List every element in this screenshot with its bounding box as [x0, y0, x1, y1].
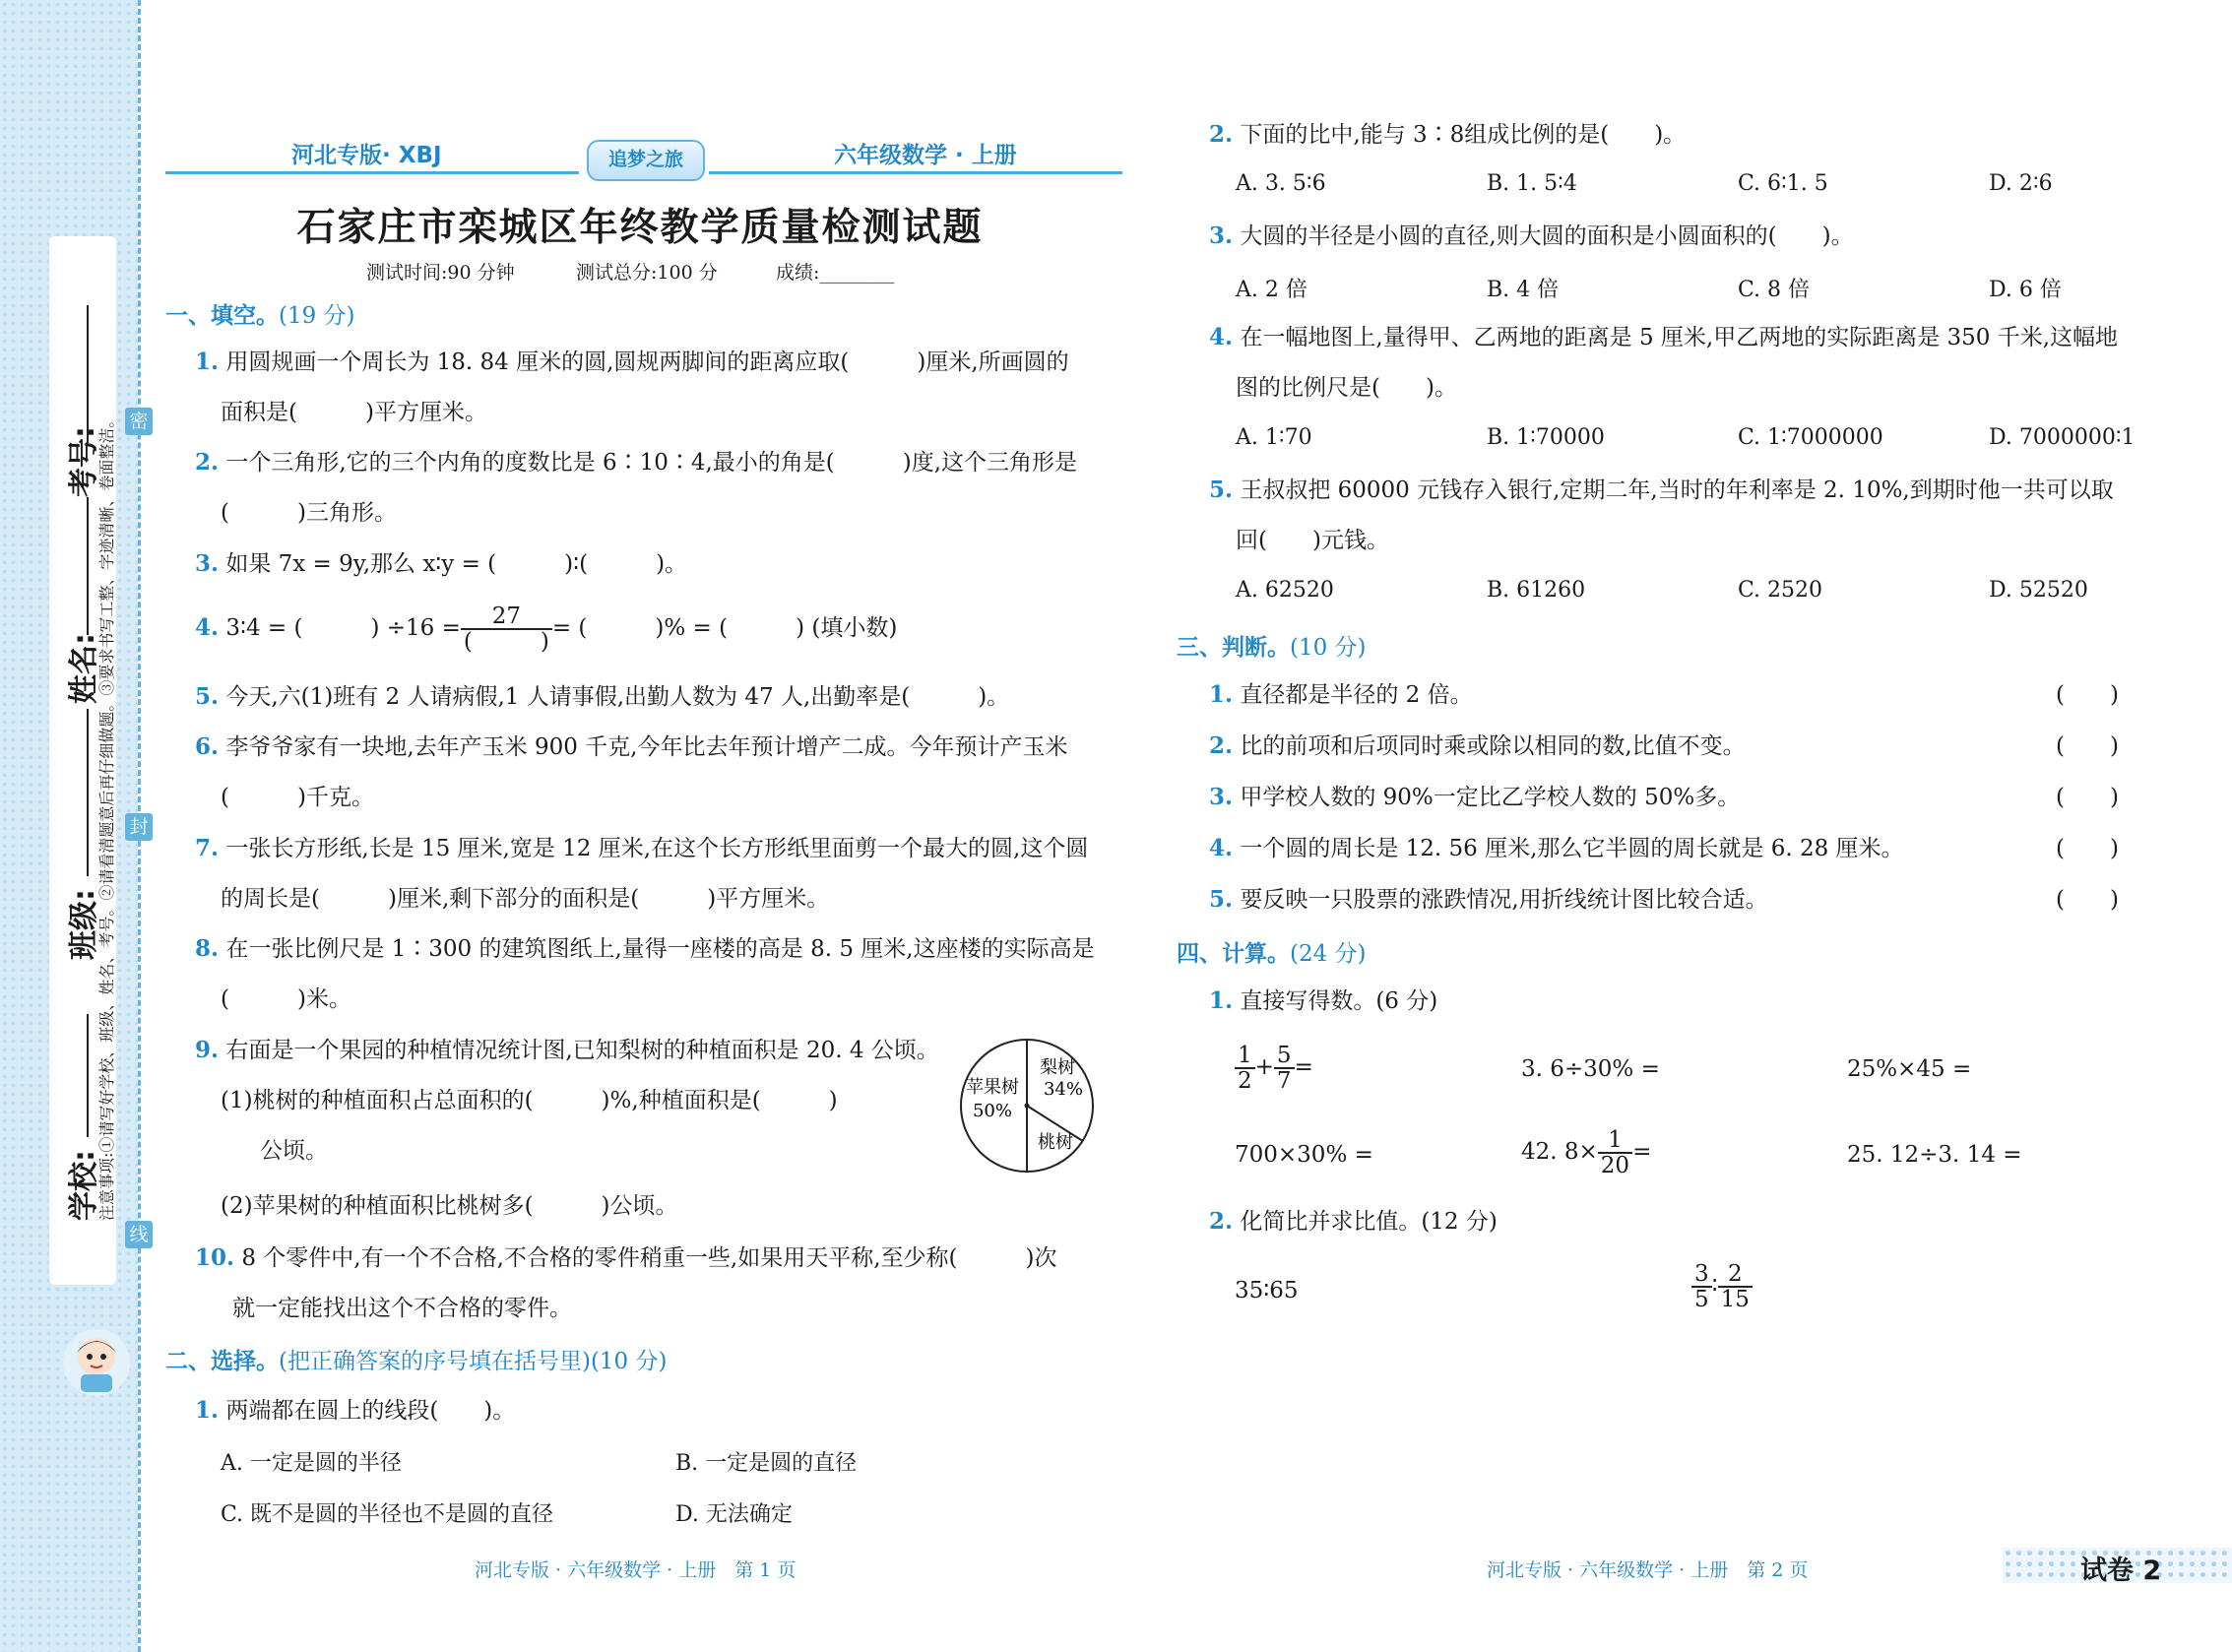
judge-q3: 3. 甲学校人数的 90%一定比乙学校人数的 50%多。 — [1209, 784, 1741, 810]
header-rule-left — [165, 171, 579, 174]
orchard-pie-chart — [957, 1036, 1097, 1175]
fill-q9-part1-cont: 公顷。 — [260, 1138, 328, 1164]
choice-q2-b[interactable]: B. 1. 5∶4 — [1487, 171, 1577, 196]
header-rule-right — [709, 171, 1122, 174]
choice-q5-c[interactable]: C. 2520 — [1738, 578, 1823, 603]
pie-label-peach: 桃树 — [1038, 1132, 1073, 1153]
fill-q10-cont: 就一定能找出这个不合格的零件。 — [232, 1296, 572, 1321]
section-calc-title: 四、计算。(24 分) — [1177, 940, 1367, 967]
student-info-panel — [49, 236, 116, 1285]
judge-q5-answer[interactable]: ( ) — [2056, 887, 2119, 913]
calc-expr-2: 3. 6÷30% = — [1521, 1056, 1660, 1082]
section-choice-title: 二、选择。(把正确答案的序号填在括号里)(10 分) — [165, 1348, 668, 1374]
choice-q1-a[interactable]: A. 一定是圆的半径 — [221, 1451, 402, 1476]
choice-q2-a[interactable]: A. 3. 5∶6 — [1236, 171, 1326, 196]
calc-expr-1: $\frac{1}{2}$ + $\frac{5}{7}$ = — [1235, 1044, 1313, 1093]
seal-xian-mark: 线 — [125, 1221, 153, 1248]
fill-q8: 8. 在一张比例尺是 1∶300 的建筑图纸上,量得一座楼的高是 8. 5 厘米,这座楼的实际高是 — [195, 935, 1095, 962]
judge-q4-answer[interactable]: ( ) — [2056, 836, 2119, 861]
fill-q1: 1. 用圆规画一个周长为 18. 84 厘米的圆,圆规两脚间的距离应取( )厘米,所画圆的 — [195, 349, 1069, 375]
fill-q10: 10. 8 个零件中,有一个不合格,不合格的零件稍重一些,如果用天平称,至少称( )次 — [195, 1244, 1057, 1271]
ratio-expr-2: $\frac{3}{5}$ ∶ $\frac{2}{15}$ — [1691, 1262, 1753, 1311]
judge-q2: 2. 比的前项和后项同时乘或除以相同的数,比值不变。 — [1209, 732, 1746, 759]
exam-title: 石家庄市栾城区年终教学质量检测试题 — [296, 206, 984, 250]
choice-q1-b[interactable]: B. 一定是圆的直径 — [675, 1451, 858, 1476]
fill-q6-cont: ( )千克。 — [221, 785, 374, 810]
ratio-expr-1: 35∶65 — [1235, 1278, 1299, 1303]
choice-q2-d[interactable]: D. 2∶6 — [1989, 171, 2053, 196]
calc-q1: 1. 直接写得数。(6 分) — [1209, 987, 1438, 1014]
choice-q2: 2. 下面的比中,能与 3∶8组成比例的是( )。 — [1209, 121, 1687, 148]
choice-q4-c[interactable]: C. 1∶7000000 — [1738, 425, 1883, 450]
exam-no-blank[interactable] — [87, 305, 89, 443]
seal-feng-mark: 封 — [125, 813, 153, 841]
choice-q4-cont: 图的比例尺是( )。 — [1236, 375, 1457, 401]
series-logo: 追梦之旅 — [587, 140, 705, 181]
pie-center — [1025, 1104, 1030, 1109]
fill-q7-cont: 的周长是( )厘米,剩下部分的面积是( )平方厘米。 — [221, 886, 830, 912]
choice-q3-b[interactable]: B. 4 倍 — [1487, 278, 1560, 302]
fill-q1-cont: 面积是( )平方厘米。 — [221, 400, 487, 425]
fill-q9-part1: (1)桃树的种植面积占总面积的( )%,种植面积是( ) — [221, 1088, 838, 1113]
fill-q2: 2. 一个三角形,它的三个内角的度数比是 6∶10∶4,最小的角是( )度,这个三角形是 — [195, 449, 1078, 476]
judge-q2-answer[interactable]: ( ) — [2056, 733, 2119, 759]
section-fill-blank-title: 一、填空。(19 分) — [165, 302, 355, 329]
fill-q4: 4. 3∶4 = ( ) ÷16 = $\frac{27}{( )}$ = ( )% = ( ) (填小数) — [195, 604, 898, 656]
fill-q6: 6. 李爷爷家有一块地,去年产玉米 900 千克,今年比去年预计增产二成。今年预计产玉米 — [195, 733, 1068, 760]
fill-q9: 9. 右面是一个果园的种植情况统计图,已知梨树的种植面积是 20. 4 公顷。 — [195, 1037, 939, 1063]
choice-q5-a[interactable]: A. 62520 — [1236, 578, 1334, 603]
seal-mi-mark: 密 — [125, 408, 153, 435]
judge-q3-answer[interactable]: ( ) — [2056, 785, 2119, 810]
choice-q5-b[interactable]: B. 61260 — [1487, 578, 1586, 603]
calc-expr-3: 25%×45 = — [1847, 1056, 1972, 1082]
judge-q4: 4. 一个圆的周长是 12. 56 厘米,那么它半圆的周长就是 6. 28 厘米。 — [1209, 835, 1904, 861]
exam-no-label: 考号: — [67, 426, 101, 497]
calc-expr-4: 700×30% = — [1235, 1142, 1373, 1168]
calc-expr-5: 42. 8× $\frac{1}{20}$ = — [1521, 1127, 1652, 1179]
mascot-icon — [55, 1319, 138, 1402]
choice-q3-c[interactable]: C. 8 倍 — [1738, 278, 1811, 302]
notice-text: 注意事项:①请写好学校、班级、姓名、考号。②请看清题意后再仔细做题。③要求书写工整、字迹清晰、卷面整洁。 — [97, 412, 116, 1221]
class-blank[interactable] — [87, 709, 89, 876]
calc-expr-6: 25. 12÷3. 14 = — [1847, 1142, 2022, 1168]
choice-q1: 1. 两端都在圆上的线段( )。 — [195, 1397, 516, 1424]
choice-q1-c[interactable]: C. 既不是圆的半径也不是圆的直径 — [221, 1502, 554, 1527]
choice-q2-c[interactable]: C. 6∶1. 5 — [1738, 171, 1828, 196]
choice-q4-a[interactable]: A. 1∶70 — [1236, 425, 1312, 450]
judge-q1-answer[interactable]: ( ) — [2056, 682, 2119, 708]
choice-q3-d[interactable]: D. 6 倍 — [1989, 278, 2062, 302]
fill-q8-cont: ( )米。 — [221, 986, 351, 1012]
choice-q3: 3. 大圆的半径是小圆的直径,则大圆的面积是小圆面积的( )。 — [1209, 222, 1854, 249]
choice-q4-b[interactable]: B. 1∶70000 — [1487, 425, 1605, 450]
fill-q2-cont: ( )三角形。 — [221, 500, 397, 526]
choice-q5: 5. 王叔叔把 60000 元钱存入银行,定期二年,当时的年利率是 2. 10%,到期时他一共可以取 — [1209, 477, 2114, 503]
choice-q3-a[interactable]: A. 2 倍 — [1236, 278, 1307, 302]
edition-label: 河北专版· XBJ — [291, 143, 442, 168]
paper-tag: 试卷 2 — [2080, 1556, 2162, 1586]
fill-q7: 7. 一张长方形纸,长是 15 厘米,宽是 12 厘米,在这个长方形纸里面剪一个最大的圆,这个圆 — [195, 835, 1089, 861]
test-total: 测试总分:100 分 — [576, 262, 718, 284]
school-label: 学校: — [67, 1150, 101, 1221]
section-judge-title: 三、判断。(10 分) — [1177, 634, 1367, 661]
grade-label: 六年级数学 · 上册 — [834, 143, 1017, 168]
fraction-27: $\frac{27}{( )}$ — [461, 604, 552, 654]
test-time: 测试时间:90 分钟 — [366, 262, 515, 284]
fill-q3: 3. 如果 7x = 9y,那么 x∶y = ( )∶( )。 — [195, 550, 688, 577]
score-field[interactable]: 成绩:________ — [776, 262, 895, 284]
pie-label-pear: 梨树 — [1040, 1057, 1075, 1078]
choice-q5-cont: 回( )元钱。 — [1236, 528, 1389, 553]
school-blank[interactable] — [87, 1014, 89, 1137]
choice-q5-d[interactable]: D. 52520 — [1989, 578, 2088, 603]
judge-q1: 1. 直径都是半径的 2 倍。 — [1209, 681, 1473, 708]
choice-q1-d[interactable]: D. 无法确定 — [675, 1502, 793, 1527]
choice-q4-d[interactable]: D. 7000000∶1 — [1989, 425, 2136, 450]
pie-label-apple: 苹果树 — [966, 1077, 1019, 1098]
class-label: 班级: — [67, 889, 101, 960]
fill-q9-part2: (2)苹果树的种植面积比桃树多( )公顷。 — [221, 1193, 678, 1219]
footer-page-2: 河北专版 · 六年级数学 · 上册 第 2 页 — [1487, 1559, 1809, 1581]
choice-q4: 4. 在一幅地图上,量得甲、乙两地的距离是 5 厘米,甲乙两地的实际距离是 350 千米,这幅地 — [1209, 324, 2119, 350]
fill-q5: 5. 今天,六(1)班有 2 人请病假,1 人请事假,出勤人数为 47 人,出勤率是( )。 — [195, 683, 1010, 710]
footer-page-1: 河北专版 · 六年级数学 · 上册 第 1 页 — [475, 1559, 797, 1581]
name-label: 姓名: — [67, 633, 101, 704]
judge-q5: 5. 要反映一只股票的涨跌情况,用折线统计图比较合适。 — [1209, 886, 1768, 913]
calc-q2: 2. 化简比并求比值。(12 分) — [1209, 1208, 1498, 1235]
name-blank[interactable] — [87, 497, 89, 635]
pie-pct-pear: 34% — [1043, 1079, 1084, 1100]
pie-pct-apple: 50% — [972, 1101, 1013, 1121]
